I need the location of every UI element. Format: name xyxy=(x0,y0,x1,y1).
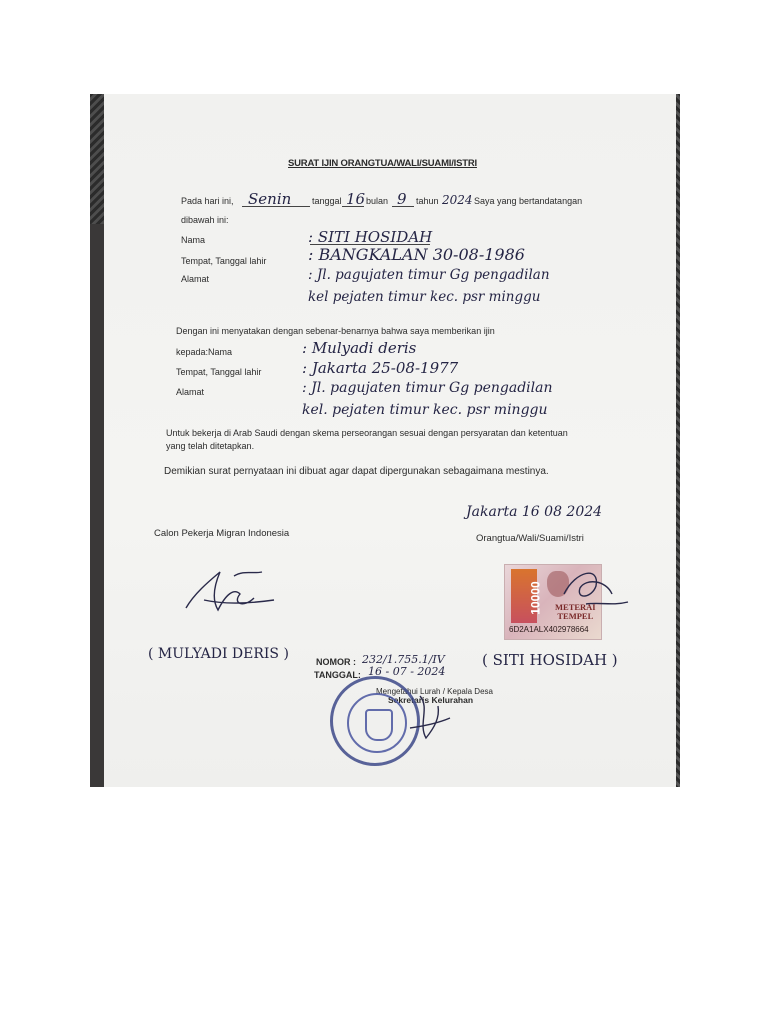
handwritten-date: 16 xyxy=(346,190,366,208)
handwritten-month: 9 xyxy=(397,190,407,208)
mengetahui-label: Mengetahui Lurah / Kepala Desa xyxy=(376,687,493,696)
underline xyxy=(342,206,364,207)
giver-birth-label: Tempat, Tanggal lahir xyxy=(181,256,267,266)
giver-address-label: Alamat xyxy=(181,274,210,284)
left-signer-role: Calon Pekerja Migran Indonesia xyxy=(154,528,290,539)
giver-name-label: Nama xyxy=(181,235,206,245)
intro-label-day: Pada hari ini, xyxy=(181,196,234,206)
handwritten-day: Senin xyxy=(248,190,292,208)
left-signer-name: ( MULYADI DERIS ) xyxy=(148,646,289,662)
giver-address-line2: kel pejaten timur kec. psr minggu xyxy=(308,289,541,305)
intro-label-below: dibawah ini: xyxy=(181,215,229,225)
permission-letter xyxy=(104,94,676,787)
letter-title: SURAT IJIN ORANGTUA/WALI/SUAMI/ISTRI xyxy=(288,158,477,169)
purpose-line1: Untuk bekerja di Arab Saudi dengan skema perseorangan sesuai dengan persyaratan dan ketentuan xyxy=(166,428,568,438)
revenue-stamp-label-line1: METERAI xyxy=(555,602,596,612)
receiver-address-label: Alamat xyxy=(176,387,205,397)
underline xyxy=(242,206,310,207)
handwritten-year: 2024 xyxy=(442,193,473,207)
receiver-name-label: kepada:Nama xyxy=(176,347,233,357)
seal-emblem-icon xyxy=(365,709,393,741)
right-signer-role: Orangtua/Wali/Suami/Istri xyxy=(476,533,584,544)
official-signature xyxy=(400,688,460,758)
seal-inner-ring xyxy=(347,693,407,753)
place-date: Jakarta 16 08 2024 xyxy=(466,504,603,520)
intro-label-signed: Saya yang bertandatangan xyxy=(474,196,583,206)
tanggal-label: TANGGAL: xyxy=(314,670,361,680)
purpose-line2: yang telah ditetapkan. xyxy=(166,441,255,451)
revenue-stamp-value: 10000 xyxy=(528,581,543,615)
revenue-stamp-serial: 6D2A1ALX402978664 xyxy=(509,625,589,634)
tanggal-value: 16 - 07 - 2024 xyxy=(368,665,446,678)
intro-label-date: tanggal xyxy=(312,196,342,206)
receiver-birth-value: : Jakarta 25-08-1977 xyxy=(302,359,459,377)
revenue-stamp-label-line2: TEMPEL xyxy=(557,611,594,621)
statement-text: Dengan ini menyatakan dengan sebenar-benarnya bahwa saya memberikan ijin xyxy=(176,326,495,336)
right-signer-name: ( SITI HOSIDAH ) xyxy=(482,651,618,669)
revenue-stamp-value-strip xyxy=(511,569,543,623)
giver-address-line1: : Jl. pagujaten timur Gg pengadilan xyxy=(308,267,550,283)
left-signature xyxy=(174,564,284,624)
right-signature xyxy=(556,564,636,624)
underline xyxy=(392,206,414,207)
intro-label-month: bulan xyxy=(366,196,389,206)
intro-label-year: tahun xyxy=(416,196,439,206)
nomor-value: 232/1.755.1/IV xyxy=(362,653,445,666)
closing-text: Demikian surat pernyataan ini dibuat agar dapat dipergunakan sebagaimana mestinya. xyxy=(164,466,549,477)
receiver-address-line1: : Jl. pagujaten timur Gg pengadilan xyxy=(302,380,553,396)
receiver-address-line2: kel. pejaten timur kec. psr minggu xyxy=(302,402,548,418)
receiver-birth-label: Tempat, Tanggal lahir xyxy=(176,367,262,377)
receiver-name-value: : Mulyadi deris xyxy=(302,339,417,357)
sekretaris-label: Sekretaris Kelurahan xyxy=(388,695,474,705)
nomor-label: NOMOR : xyxy=(316,657,356,667)
giver-name-value: : SITI HOSIDAH xyxy=(308,228,433,246)
document-photo xyxy=(90,94,680,787)
giver-birth-value: : BANGKALAN 30-08-1986 xyxy=(308,245,525,264)
